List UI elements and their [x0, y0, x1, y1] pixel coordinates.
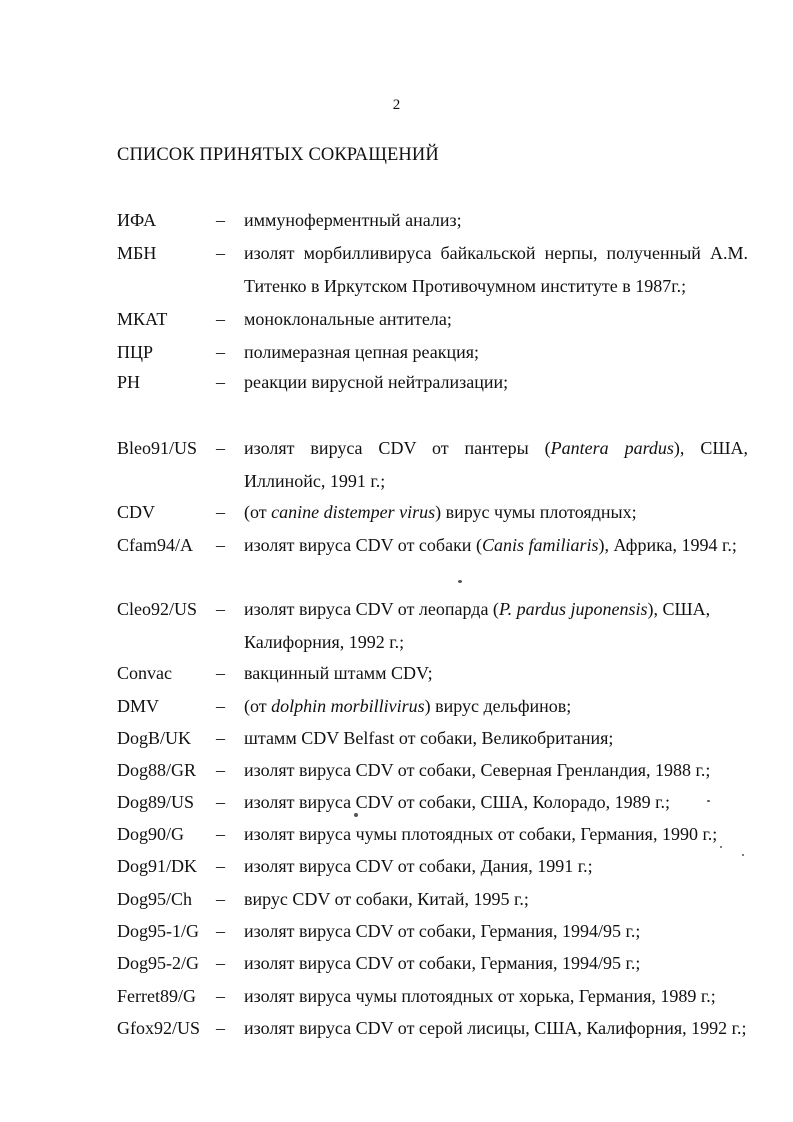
scan-speck — [720, 846, 722, 848]
entry-dash: – — [216, 856, 225, 876]
definition-text: ), Африка, 1994 г.; — [598, 534, 737, 555]
definition-text: ) вирус дельфинов; — [424, 695, 572, 716]
abbreviation-definition: изолят вируса чумы плотоядных от собаки, Германия, 1990 г.; — [244, 823, 718, 844]
abbreviation-term: РН — [117, 372, 141, 392]
abbreviation-term: ПЦР — [117, 342, 154, 362]
definition-text: ), США, Калифорния, 1992 г.; — [244, 598, 711, 652]
abbreviation-term: Dog90/G — [117, 824, 184, 844]
entry-dash: – — [216, 792, 225, 812]
abbreviation-definition — [244, 529, 748, 562]
definition-text: изолят вируса CDV от собаки ( — [244, 534, 482, 555]
entry-dash: – — [216, 535, 225, 555]
entry-dash: – — [216, 210, 225, 230]
scan-speck — [458, 580, 462, 583]
abbreviation-definition: изолят вируса CDV от серой лисицы, США, Калифорния, 1992 г.; — [244, 1017, 747, 1038]
abbreviation-term: Dog89/US — [117, 792, 195, 812]
entry-dash: – — [216, 824, 225, 844]
entry-dash: – — [216, 599, 225, 619]
entry-dash: – — [216, 502, 225, 522]
entry-dash: – — [216, 342, 225, 362]
abbreviation-term: Dog88/GR — [117, 760, 197, 780]
definition-text: (от — [244, 501, 272, 522]
entry-dash: – — [216, 663, 225, 683]
entry-dash: – — [216, 1018, 225, 1038]
entry-dash: – — [216, 953, 225, 973]
abbreviation-term: DMV — [117, 696, 160, 716]
abbreviation-term: Dog95-2/G — [117, 953, 199, 973]
entry-dash: – — [216, 309, 225, 329]
abbreviation-term: Cfam94/A — [117, 535, 193, 555]
scan-speck — [707, 800, 710, 802]
abbreviation-definition: вакцинный штамм CDV; — [244, 662, 433, 683]
abbreviation-definition: иммуноферментный анализ; — [244, 209, 462, 230]
entry-dash: – — [216, 889, 225, 909]
definition-text: ) вирус чумы плотоядных; — [435, 501, 637, 522]
abbreviation-definition: полимеразная цепная реакция; — [244, 341, 480, 362]
abbreviation-term: МКАТ — [117, 309, 168, 329]
entry-dash: – — [216, 986, 225, 1006]
scan-speck — [354, 813, 358, 817]
definition-text: (от — [244, 695, 272, 716]
abbreviation-definition — [244, 496, 748, 529]
abbreviation-term: Dog95-1/G — [117, 921, 199, 941]
abbreviation-term: DogB/UK — [117, 728, 192, 748]
virus-name: dolphin morbillivirus — [271, 695, 425, 716]
species-name: Canis familiaris — [481, 534, 599, 555]
abbreviation-definition: реакции вирусной нейтрализации; — [244, 371, 509, 392]
virus-name: canine distemper virus — [271, 501, 436, 522]
entry-dash: – — [216, 243, 225, 263]
abbreviation-term: Convac — [117, 663, 172, 683]
abbreviation-term: Bleo91/US — [117, 438, 198, 458]
abbreviation-definition — [244, 690, 748, 723]
abbreviation-definition — [244, 593, 748, 659]
abbreviation-definition: штамм CDV Belfast от собаки, Великобритания; — [244, 727, 614, 748]
entry-dash: – — [216, 438, 225, 458]
abbreviation-definition: изолят вируса чумы плотоядных от хорька, Германия, 1989 г.; — [244, 985, 716, 1006]
entry-dash: – — [216, 921, 225, 941]
abbreviation-definition: изолят вируса CDV от собаки, Северная Гренландия, 1988 г.; — [244, 759, 711, 780]
entry-dash: – — [216, 760, 225, 780]
abbreviation-definition: изолят вируса CDV от собаки, США, Колорадо, 1989 г.; — [244, 791, 670, 812]
abbreviation-term: МБН — [117, 243, 157, 263]
species-name: P. pardus juponensis — [498, 598, 648, 619]
abbreviation-term: Cleo92/US — [117, 599, 198, 619]
definition-text: ), США, Иллинойс, 1991 г.; — [244, 437, 748, 491]
abbreviation-definition: изолят вируса CDV от собаки, Германия, 1994/95 г.; — [244, 920, 641, 941]
abbreviation-term: Gfox92/US — [117, 1018, 201, 1038]
abbreviation-term: Dog91/DK — [117, 856, 197, 876]
abbreviation-definition: изолят вируса CDV от собаки, Дания, 1991 г.; — [244, 855, 593, 876]
entry-dash: – — [216, 696, 225, 716]
page-number: 2 — [392, 97, 401, 113]
species-name: Pantera pardus — [550, 437, 674, 458]
page-title: СПИСОК ПРИНЯТЫХ СОКРАЩЕНИЙ — [117, 145, 439, 165]
abbreviation-term: CDV — [117, 502, 156, 522]
abbreviation-term: ИФА — [117, 210, 157, 230]
abbreviation-definition: изолят морбилливируса байкальской нерпы, полученный А.М. Титенко в Иркутском Противочумном институте в 1987г.; — [244, 242, 748, 296]
abbreviation-definition: моноклональные антитела; — [244, 308, 452, 329]
abbreviation-definition: изолят вируса CDV от собаки, Германия, 1994/95 г.; — [244, 952, 641, 973]
entry-dash: – — [216, 372, 225, 392]
abbreviation-term: Dog95/Ch — [117, 889, 193, 909]
scan-speck — [742, 854, 744, 856]
abbreviation-definition — [244, 432, 748, 498]
definition-text: изолят вируса CDV от леопарда ( — [244, 598, 499, 619]
abbreviation-definition: вирус CDV от собаки, Китай, 1995 г.; — [244, 888, 529, 909]
abbreviation-term: Ferret89/G — [117, 986, 196, 1006]
entry-dash: – — [216, 728, 225, 748]
definition-text: изолят вируса CDV от пантеры ( — [244, 437, 551, 458]
